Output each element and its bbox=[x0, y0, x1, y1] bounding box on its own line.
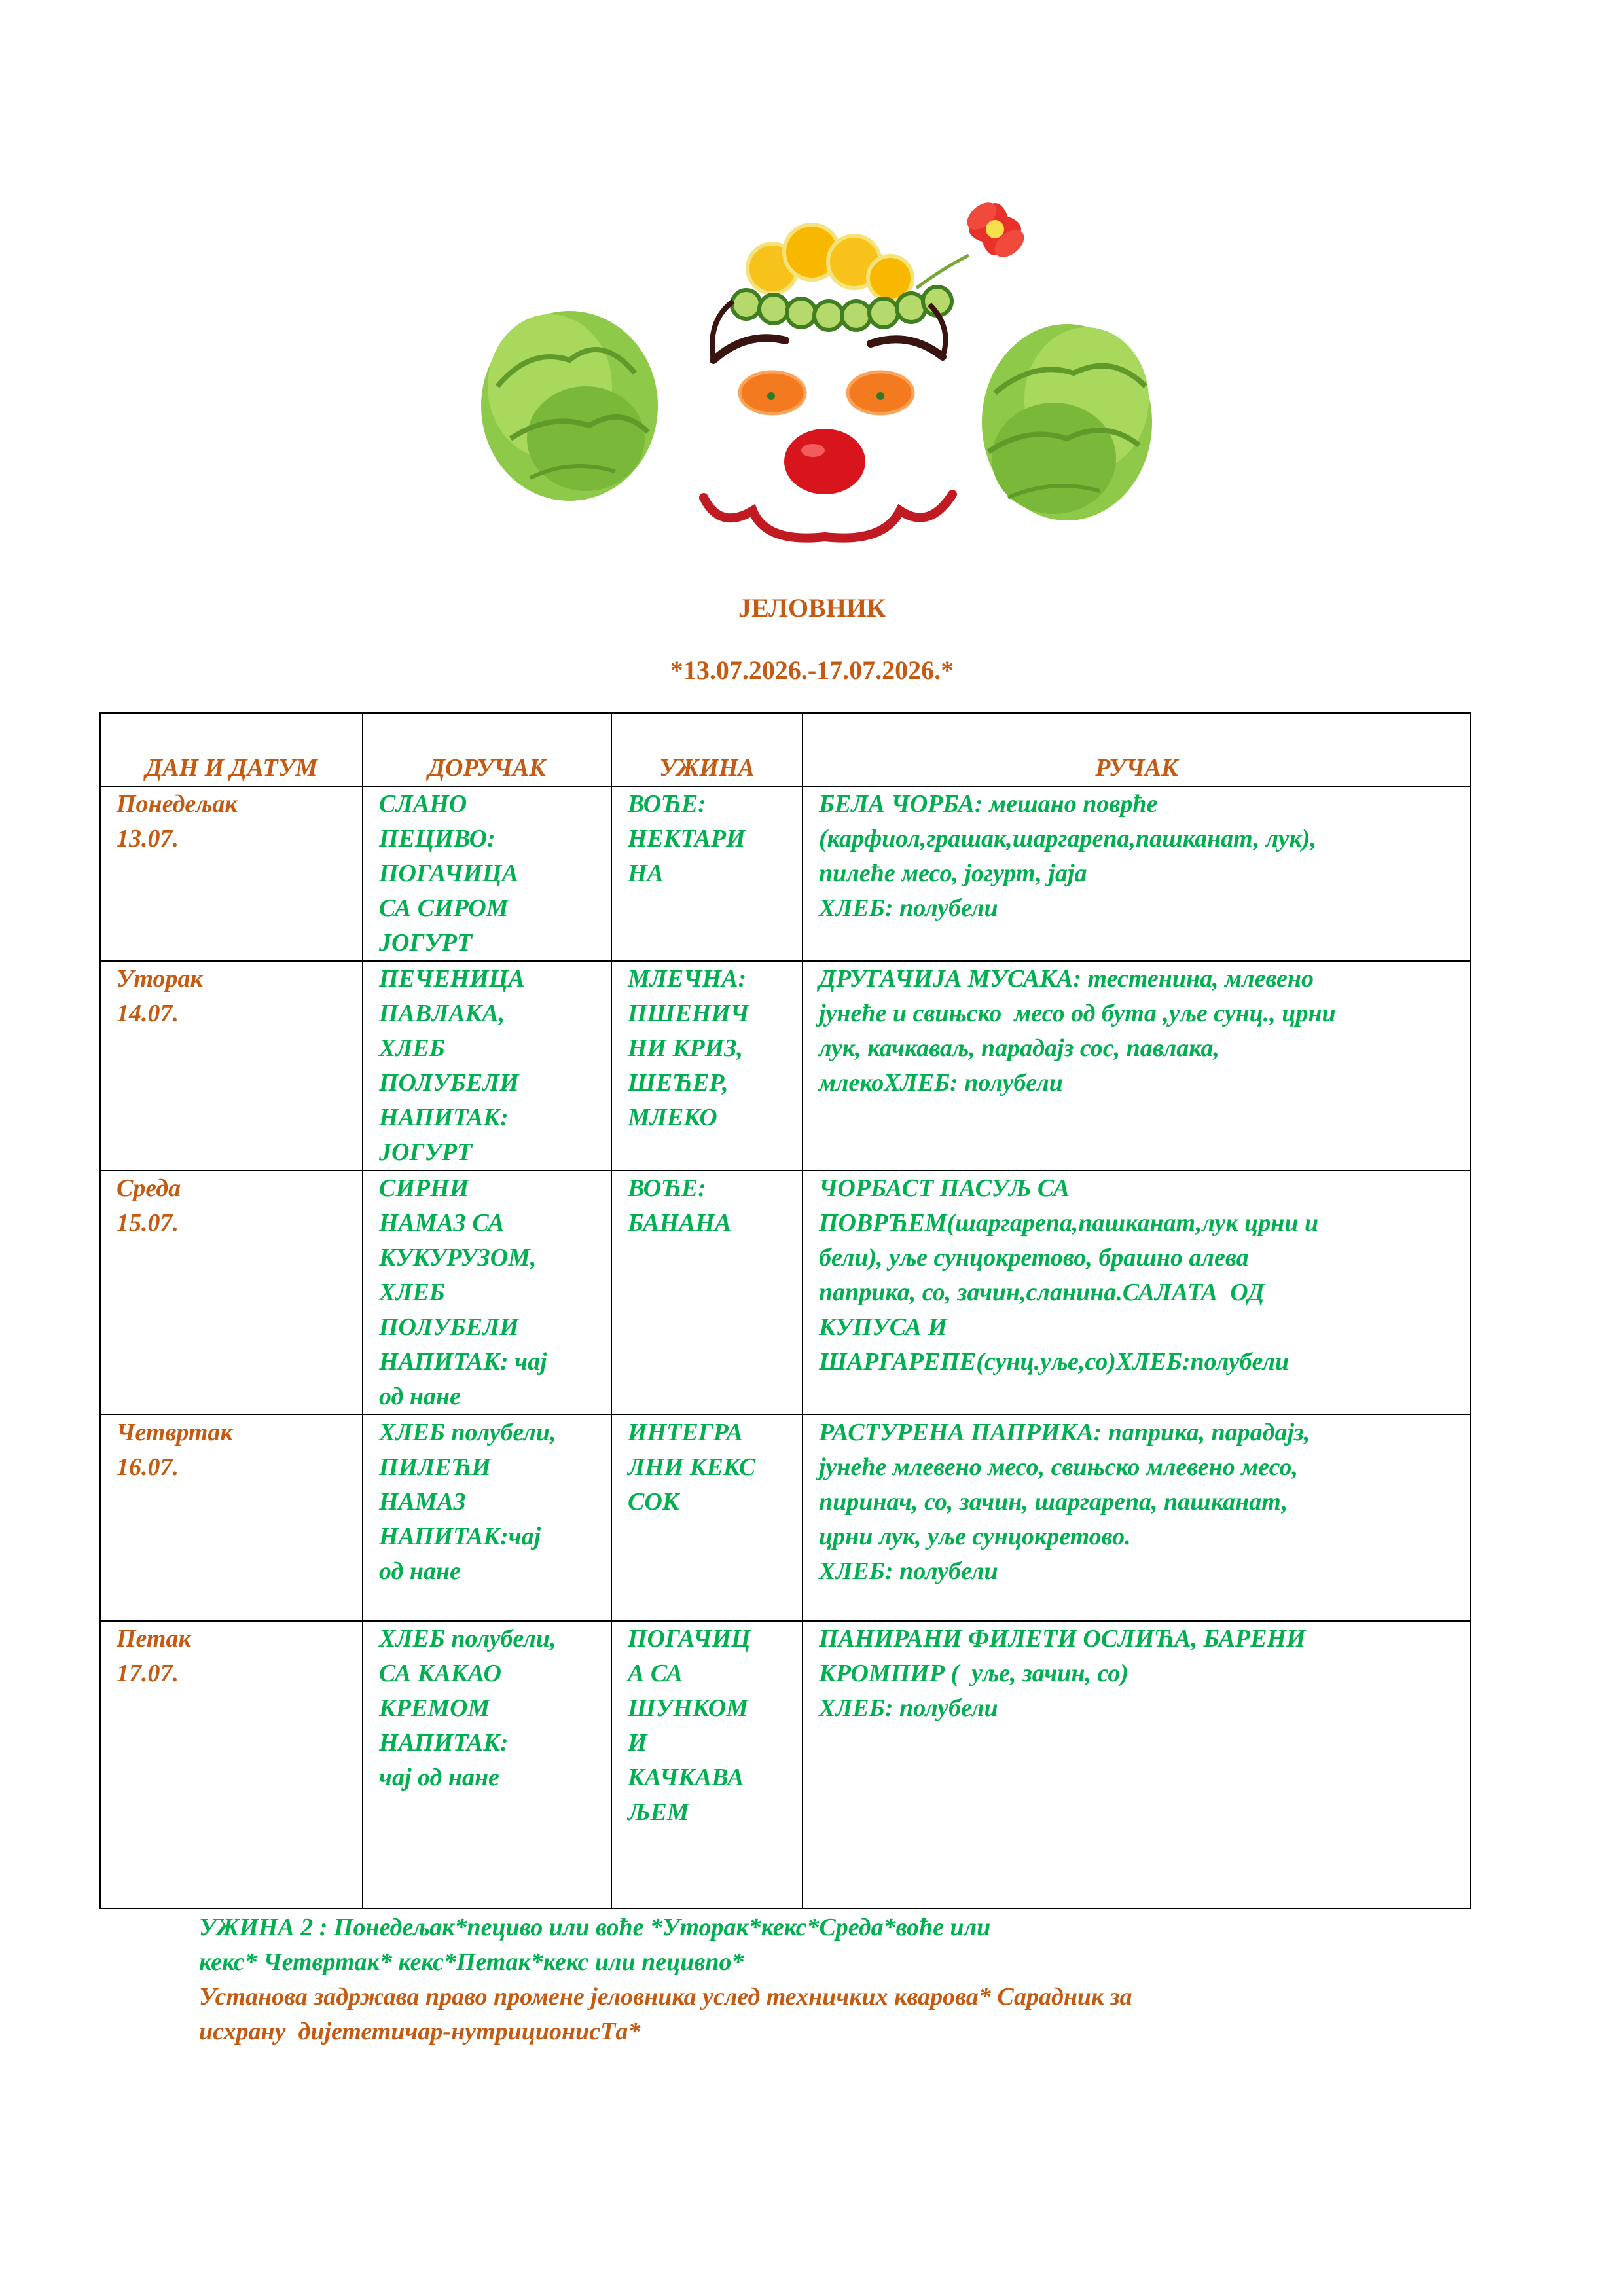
cell-lunch bbox=[803, 1171, 1471, 1415]
cell-lunch-line: јунеће млевено месо, свињско млевено месо, bbox=[819, 1453, 1299, 1481]
cell-snack-line: БАНАНА bbox=[628, 1209, 732, 1237]
cell-snack bbox=[611, 961, 803, 1171]
cell-breakfast-line: ПОЛУБЕЛИ bbox=[379, 1313, 519, 1341]
cell-day-line: Четвртак bbox=[117, 1419, 233, 1446]
cell-day-line: 13.07. bbox=[117, 825, 179, 852]
cell-breakfast-line: СИРНИ bbox=[379, 1175, 469, 1202]
cell-lunch-line: пиринач, со, зачин, шаргарепа, пашканат, bbox=[819, 1488, 1288, 1516]
cell-snack bbox=[611, 1415, 803, 1621]
cell-breakfast-line: ХЛЕБ bbox=[379, 1034, 445, 1062]
cell-snack-line: И bbox=[628, 1729, 647, 1757]
cell-lunch-line: КУПУСА И bbox=[819, 1313, 948, 1341]
cell-snack-line: ШЕЋЕР, bbox=[628, 1069, 729, 1097]
institution-notice bbox=[199, 1980, 1508, 2049]
column-header-lunch: РУЧАК bbox=[803, 713, 1471, 786]
cell-lunch-line: ПАНИРАНИ ФИЛЕТИ ОСЛИЋА, БАРЕНИ bbox=[819, 1625, 1306, 1652]
cell-day bbox=[100, 1415, 363, 1621]
cell-breakfast-line: ХЛЕБ полубели, bbox=[379, 1625, 556, 1652]
cell-lunch-line: црни лук, уље сунцокретово. bbox=[819, 1523, 1131, 1550]
cell-breakfast-line: СА КАКАО bbox=[379, 1660, 501, 1687]
cell-snack-line: НЕКТАРИ bbox=[628, 825, 746, 852]
cell-snack-line: ПОГАЧИЦ bbox=[628, 1625, 751, 1652]
cell-breakfast-line: СА СИРОМ bbox=[379, 894, 509, 922]
cell-snack-line: НА bbox=[628, 860, 664, 887]
table-row bbox=[100, 1171, 1471, 1415]
cell-lunch-line: ХЛЕБ: полубели bbox=[819, 1694, 998, 1722]
lettuce-left-icon bbox=[481, 311, 658, 501]
cell-lunch bbox=[803, 786, 1471, 961]
cell-breakfast-line: НАПИТАК: чај bbox=[379, 1348, 547, 1376]
cell-day-line: 15.07. bbox=[117, 1209, 179, 1237]
cell-snack-line: МЛЕЧНА: bbox=[628, 965, 747, 993]
cell-lunch-line: ЧОРБАСТ ПАСУЉ СА bbox=[819, 1175, 1070, 1202]
cell-snack-line: ПШЕНИЧ bbox=[628, 1000, 749, 1027]
table-header-row bbox=[100, 713, 1471, 786]
cell-snack bbox=[611, 1621, 803, 1908]
cell-lunch-line: РАСТУРЕНА ПАПРИКА: паприка, парадајз, bbox=[819, 1419, 1310, 1446]
page-title: ЈЕЛОВНИК bbox=[738, 593, 886, 623]
cell-snack-line: ИНТЕГРА bbox=[628, 1419, 743, 1446]
tomato-nose-icon bbox=[784, 429, 865, 494]
cell-breakfast-line: КУКУРУЗОМ, bbox=[379, 1244, 537, 1271]
eyebrow-left-icon bbox=[713, 338, 785, 360]
cell-day-line: 14.07. bbox=[117, 1000, 179, 1027]
cell-lunch-line: лук, качкаваљ, парадајз сос, павлака, bbox=[819, 1034, 1220, 1062]
cell-lunch-line: паприка, со, зачин,сланина.САЛАТА ОД bbox=[819, 1279, 1265, 1306]
cell-snack bbox=[611, 786, 803, 961]
cell-day-line: Понедељак bbox=[117, 790, 238, 818]
cell-breakfast-line: ПАВЛАКА, bbox=[379, 1000, 505, 1027]
cell-lunch bbox=[803, 1415, 1471, 1621]
cell-breakfast bbox=[363, 1415, 611, 1621]
notice-line: Установа задржава право промене јеловника услед техничких кварова* Сарадник за bbox=[199, 1983, 1132, 2011]
cell-breakfast bbox=[363, 1621, 611, 1908]
cell-day bbox=[100, 786, 363, 961]
cell-snack-line: СОК bbox=[628, 1488, 679, 1516]
cell-breakfast-line: НАПИТАК:чај bbox=[379, 1523, 541, 1550]
cell-lunch-line: јунеће и свињско месо од бута ,уље сунц., црни bbox=[819, 1000, 1336, 1027]
cell-day bbox=[100, 961, 363, 1171]
cell-lunch-line: (карфиол,грашак,шаргарепа,пашканат, лук), bbox=[819, 825, 1316, 852]
cell-lunch-line: бели), уље сунцокретово, брашно алева bbox=[819, 1244, 1249, 1271]
carrot-eyes-icon bbox=[740, 372, 913, 414]
cell-snack-line: НИ КРИЗ, bbox=[628, 1034, 743, 1062]
cell-breakfast-line: НАПИТАК: bbox=[379, 1104, 509, 1131]
cell-lunch-line: БЕЛА ЧОРБА: мешано поврће bbox=[819, 790, 1158, 818]
cell-breakfast-line: ПЕЦИВО: bbox=[379, 825, 496, 852]
cell-day-line: Петак bbox=[117, 1625, 191, 1652]
cell-snack-line: ВОЋЕ: bbox=[628, 1175, 706, 1202]
cell-snack-line: ЉЕМ bbox=[628, 1798, 689, 1826]
cell-breakfast-line: ПОЛУБЕЛИ bbox=[379, 1069, 519, 1097]
cell-lunch-line: ПОВРЋЕМ(шаргарепа,пашканат,лук црни и bbox=[819, 1209, 1319, 1237]
clown-vegetable-illustration bbox=[471, 190, 1165, 556]
cell-breakfast bbox=[363, 961, 611, 1171]
cell-lunch-line: КРОМПИР ( уље, зачин, со) bbox=[819, 1660, 1129, 1687]
cell-breakfast-line: ПЕЧЕНИЦА bbox=[379, 965, 525, 993]
strawberry-flower-icon bbox=[916, 197, 1029, 288]
cell-lunch-line: пилеће месо, јогурт, јаја bbox=[819, 860, 1087, 887]
ketchup-smile-icon bbox=[704, 494, 952, 538]
lettuce-right-icon bbox=[982, 324, 1152, 520]
cell-breakfast-line: СЛАНО bbox=[379, 790, 467, 818]
snack2-line: кекс* Четвртак* кекс*Петак*кекс или пецивпо* bbox=[199, 1948, 744, 1976]
cell-lunch bbox=[803, 961, 1471, 1171]
cell-breakfast-line: чај од нане bbox=[379, 1764, 499, 1791]
table-row bbox=[100, 961, 1471, 1171]
lemon-hat-icon bbox=[748, 225, 912, 301]
cell-breakfast-line: НАМАЗ bbox=[379, 1488, 466, 1516]
cell-day bbox=[100, 1621, 363, 1908]
cell-snack-line: ВОЋЕ: bbox=[628, 790, 706, 818]
cell-breakfast-line: ЈОГУРТ bbox=[379, 929, 473, 957]
cell-lunch-line: ХЛЕБ: полубели bbox=[819, 1558, 998, 1585]
cell-lunch-line: ХЛЕБ: полубели bbox=[819, 894, 998, 922]
column-header-day: ДАН И ДАТУМ bbox=[100, 713, 363, 786]
cell-breakfast bbox=[363, 1171, 611, 1415]
cell-breakfast-line: ХЛЕБ полубели, bbox=[379, 1419, 556, 1446]
cell-day bbox=[100, 1171, 363, 1415]
notice-line: исхрану дијететичар-нутриционисTа* bbox=[199, 2018, 641, 2045]
cell-lunch-line: ДРУГАЧИЈА МУСАКА: тестенина, млевено bbox=[819, 965, 1314, 993]
table-row bbox=[100, 1415, 1471, 1621]
cell-snack-line: КАЧКАВА bbox=[628, 1764, 744, 1791]
cell-lunch-line: ШАРГАРЕПЕ(сунц.уље,со)ХЛЕБ:полубели bbox=[819, 1348, 1290, 1376]
cell-breakfast-line: од нане bbox=[379, 1383, 461, 1410]
cell-breakfast-line: од нане bbox=[379, 1558, 461, 1585]
cell-snack-line: ШУНКОМ bbox=[628, 1694, 749, 1722]
table-row bbox=[100, 1621, 1471, 1908]
cell-snack bbox=[611, 1171, 803, 1415]
menu-date-range: *13.07.2026.-17.07.2026.* bbox=[670, 655, 954, 685]
cell-breakfast-line: ХЛЕБ bbox=[379, 1279, 445, 1306]
cell-breakfast-line: ПОГАЧИЦА bbox=[379, 860, 518, 887]
cell-snack-line: А СА bbox=[628, 1660, 683, 1687]
cell-breakfast-line: НАМАЗ СА bbox=[379, 1209, 505, 1237]
column-header-breakfast: ДОРУЧАК bbox=[363, 713, 611, 786]
cell-breakfast bbox=[363, 786, 611, 961]
cell-lunch bbox=[803, 1621, 1471, 1908]
cell-breakfast-line: ЈОГУРТ bbox=[379, 1139, 473, 1166]
cell-breakfast-line: ПИЛЕЋИ bbox=[379, 1453, 491, 1481]
cell-day-line: Среда bbox=[117, 1175, 181, 1202]
table-row bbox=[100, 786, 1471, 961]
eyebrow-right-icon bbox=[871, 339, 943, 357]
cell-day-line: 16.07. bbox=[117, 1453, 179, 1481]
cell-day-line: Уторак bbox=[117, 965, 203, 993]
cell-day-line: 17.07. bbox=[117, 1660, 179, 1687]
column-header-snack: УЖИНА bbox=[611, 713, 803, 786]
snack2-line: УЖИНА 2 : Понедељак*пециво или воће *Уторак*кекс*Среда*воће или bbox=[199, 1914, 991, 1941]
menu-table bbox=[99, 712, 1471, 1909]
cell-breakfast-line: КРЕМОМ bbox=[379, 1694, 490, 1722]
snack2-note bbox=[199, 1910, 1508, 1980]
cell-breakfast-line: НАПИТАК: bbox=[379, 1729, 509, 1757]
cell-snack-line: МЛЕКО bbox=[628, 1104, 717, 1131]
cell-lunch-line: млекоХЛЕБ: полубели bbox=[819, 1069, 1063, 1097]
cell-snack-line: ЛНИ КЕКС bbox=[628, 1453, 756, 1481]
